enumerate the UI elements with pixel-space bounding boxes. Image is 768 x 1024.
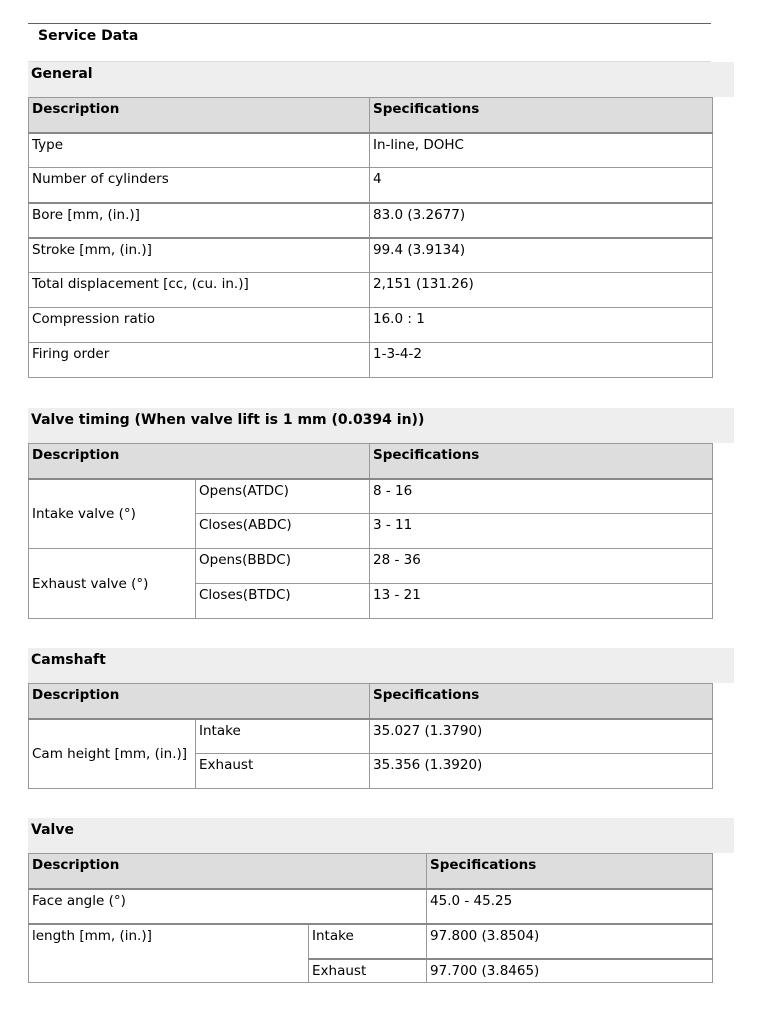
row-sub-description: Intake: [309, 924, 427, 959]
row-description: Firing order: [29, 343, 370, 378]
row-sub-description: Exhaust: [196, 754, 370, 789]
header-description: Description: [29, 98, 370, 133]
row-specification: 99.4 (3.9134): [370, 238, 713, 273]
row-sub-description: Opens(ATDC): [196, 479, 370, 514]
table-header-row: [29, 98, 713, 133]
table-row: [29, 168, 713, 203]
section-heading: Valve: [28, 818, 734, 853]
row-specification: 3 - 11: [370, 514, 713, 549]
row-description: Total displacement [cc, (cu. in.)]: [29, 273, 370, 308]
table-header-row: [29, 684, 713, 719]
header-specifications: Specifications: [427, 854, 713, 889]
header-specifications: Specifications: [370, 684, 713, 719]
page-title: Service Data: [38, 28, 139, 44]
table-row: [29, 889, 713, 924]
row-sub-description: Intake: [196, 719, 370, 754]
valve-table: [28, 853, 713, 983]
table-header-row: [29, 444, 713, 479]
header-description: Description: [29, 854, 427, 889]
table-header-row: [29, 854, 713, 889]
table-row: [29, 238, 713, 273]
header-specifications: Specifications: [370, 444, 713, 479]
section-heading: General: [28, 62, 734, 97]
row-description: Stroke [mm, (in.)]: [29, 238, 370, 273]
header-description: Description: [29, 684, 370, 719]
row-specification: 45.0 - 45.25: [427, 889, 713, 924]
valve-timing-table: [28, 443, 713, 619]
section-heading: Camshaft: [28, 648, 734, 683]
row-specification: 35.356 (1.3920): [370, 754, 713, 789]
row-description: Face angle (°): [29, 889, 427, 924]
camshaft-table: [28, 683, 713, 789]
header-description: Description: [29, 444, 370, 479]
row-description: Type: [29, 133, 370, 168]
row-specification: 83.0 (3.2677): [370, 203, 713, 238]
row-specification: 97.800 (3.8504): [427, 924, 713, 959]
row-description: Number of cylinders: [29, 168, 370, 203]
row-specification: In-line, DOHC: [370, 133, 713, 168]
table-row: [29, 924, 713, 959]
row-specification: 2,151 (131.26): [370, 273, 713, 308]
section-heading: Valve timing (When valve lift is 1 mm (0.0394 in)): [28, 408, 734, 443]
section-valve: [28, 818, 734, 983]
row-specification: 28 - 36: [370, 549, 713, 584]
table-row: [29, 273, 713, 308]
group-label: Exhaust valve (°): [29, 549, 196, 619]
row-description: Compression ratio: [29, 308, 370, 343]
row-specification: 1-3-4-2: [370, 343, 713, 378]
section-general: [28, 62, 734, 378]
row-sub-description: Closes(ABDC): [196, 514, 370, 549]
table-row: [29, 203, 713, 238]
row-sub-description: Exhaust: [309, 959, 427, 983]
row-specification: 35.027 (1.3790): [370, 719, 713, 754]
table-row: [29, 308, 713, 343]
header-specifications: Specifications: [370, 98, 713, 133]
group-label: length [mm, (in.)]: [29, 924, 309, 983]
row-sub-description: Closes(BTDC): [196, 584, 370, 619]
section-valve-timing: [28, 408, 734, 619]
table-row: [29, 549, 713, 584]
row-sub-description: Opens(BBDC): [196, 549, 370, 584]
table-row: [29, 479, 713, 514]
table-row: [29, 343, 713, 378]
table-row: [29, 133, 713, 168]
row-specification: 8 - 16: [370, 479, 713, 514]
row-specification: 4: [370, 168, 713, 203]
row-specification: 13 - 21: [370, 584, 713, 619]
group-label: Intake valve (°): [29, 479, 196, 549]
row-specification: 16.0 : 1: [370, 308, 713, 343]
section-camshaft: [28, 648, 734, 789]
group-label: Cam height [mm, (in.)]: [29, 719, 196, 789]
top-divider: [28, 23, 711, 24]
row-specification: 97.700 (3.8465): [427, 959, 713, 983]
row-description: Bore [mm, (in.)]: [29, 203, 370, 238]
table-row: [29, 719, 713, 754]
general-table: [28, 97, 713, 378]
